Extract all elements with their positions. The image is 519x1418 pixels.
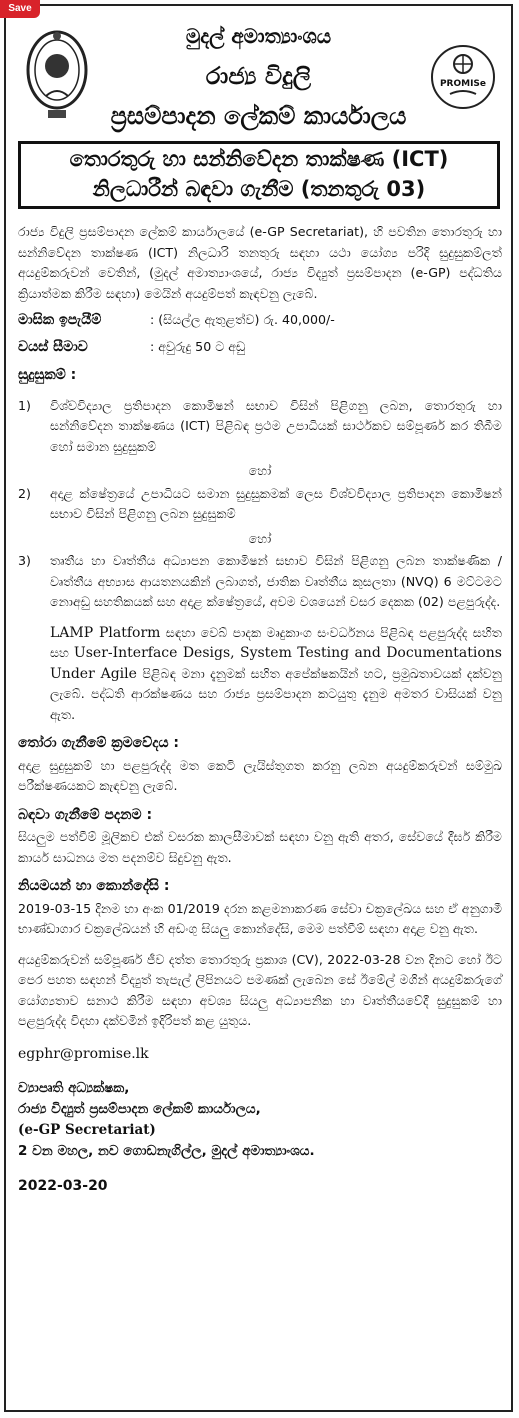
svg-text:PROMISe: PROMISe: [439, 79, 487, 89]
selection-heading: තෝරා ගැනීමේ ක්‍රමවේදය :: [18, 735, 179, 751]
salary-row: [18, 310, 502, 331]
intro-paragraph: රාජ්‍ය විදුලි ප්‍රසම්පාදන ලේකම් කාර්යාලයේ (e-GP Secretariat), හි පවතින තොරතුරු හා සන්නිවේදන තාක්ෂණ (ICT) නිලධාරි තනතුරු සඳහා යථා යෝග්‍ය පරිදි සුදුසුකම්ලත් අයදුම්කරුවන් වෙතින්, (මුදල් අමාත්‍යාංශයේ, රාජ්‍ය විද්‍යුත් ප්‍රසම්පාදන (e-GP) පද්ධතිය ක්‍රියාත්මක කිරීම සඳහා) මෙයින් අයදුම්පත් කැඳවනු ලැබේ.: [18, 224, 502, 301]
qualification-number: 2): [18, 485, 31, 501]
signature-title: ව්‍යාපෘති අධ්‍යක්ෂක,: [18, 1080, 130, 1096]
recruitment-basis-heading: බඳවා ගැනීමේ පදනම :: [18, 806, 153, 823]
recruitment-basis-text: සියලුම පත්වීම් මූලිකව එක් වසරක කාලසීමාවක් සඳහා වනු ඇති අතර, සේවයේ දීර්ඝ කිරීම කාර්ය සාධනය මත පදනම්ව සිදුවනු ඇත.: [18, 829, 502, 865]
advertisement-body: [18, 222, 502, 1197]
preference-text-a: සඳහා වෙබ් පාදක මෘදුකාංග සංවර්ධනය පිළිබඳ පළපුරුද්ද සහිත සහ: [50, 624, 502, 660]
office-name-line1: රාජ්‍ය විදුලි: [205, 62, 312, 90]
banner-line1: තොරතුරු හා සන්නිවේදන තාක්ෂණ (ICT): [69, 147, 449, 171]
signature-address: 2 වන මහල, නව ගොඩනැගිල්ල, මුදල් අමාත්‍යාංශය.: [18, 1143, 315, 1159]
ministry-name: මුදල් අමාත්‍යාංශය: [185, 24, 332, 48]
or-separator: හෝ: [248, 463, 272, 478]
qualification-text: තෘතීය හා වෘත්තීය අධ්‍යාපන කොමිෂන් සභාව විසින් පිළිගනු ලබන තාක්ෂණික / වෘත්තීය අභ්‍යාස ආයතනයකින් ලබාගත්, ජාතික වෘත්තීය කුසලතා (NVQ) 6 මට්ටමට නොඅඩු සහතිකයක් සහ අදාළ ක්ෂේත්‍රයේ, අවම වශයෙන් වසර දෙකක (02) පළපුරුද්ද.: [50, 553, 502, 609]
terms-paragraph-1: 2019-03-15 දිනම හා අංක 01/2019 දරන කළමනාකරණ සේවා චක්‍රලේඛය සහ ඒ අනුගාමී භාණ්ඩාගාර චක්‍රලේඛයන් හි අඩංගු සියලු කොන්දේසි, මෙම පත්වීම් සඳහා අදාළ වනු ඇත.: [18, 900, 502, 936]
qualification-text: විශ්වවිද්‍යාල ප්‍රතිපාදන කොමිෂන් සභාව විසින් පිළිගනු ලබන, තොරතුරු හා සන්නිවේදන තාක්ෂණය (ICT) පිළිබඳ ප්‍රථම උපාධියක් සාර්ථකව සම්පූර්ණ කර තිබීම හෝ සමාන සුදුසුකම්: [50, 397, 502, 454]
header: [6, 6, 511, 140]
signature-secretariat: (e-GP Secretariat): [18, 1122, 156, 1138]
terms-heading: නියමයන් හා කොන්දේසි :: [18, 878, 170, 894]
contact-email[interactable]: egphr@promise.lk: [18, 1045, 149, 1062]
office-name-line2: ප්‍රසම්පාදන ලේකම් කාර්යාලය: [110, 102, 407, 130]
age-row: [18, 337, 502, 358]
preference-paragraph: [50, 623, 502, 726]
salary-label: මාසික ඉපැයීම්: [18, 312, 102, 328]
banner-line2: නිලධාරීන් බඳවා ගැනීම (තනතුරු 03): [92, 177, 426, 201]
publication-date: 2022-03-20: [18, 1178, 108, 1194]
age-label: වයස් සීමාව: [18, 338, 88, 355]
qualification-number: 1): [18, 397, 31, 413]
preference-skills-text: User-Interface Desigs, System Testing and Documentations Under Agile: [50, 645, 502, 682]
age-value: : අවුරුදු 50 ට අඩු: [150, 338, 246, 354]
lamp-platform-text: LAMP Platform: [50, 624, 161, 641]
save-button[interactable]: Save: [0, 0, 40, 18]
title-banner: [18, 141, 500, 209]
qualification-number: 3): [18, 553, 31, 568]
salary-value: : (සියල්ල ඇතුළත්ව) රු. 40,000/-: [150, 312, 335, 327]
qualifications-heading: සුදුසුකම් :: [18, 367, 77, 383]
signature-office: රාජ්‍ය විද්‍යුත් ප්‍රසම්පාදන ලේකම් කාර්යාලය,: [18, 1101, 261, 1117]
qualification-item: [18, 551, 502, 613]
signature-block: [18, 1078, 502, 1162]
qualification-item: [18, 484, 502, 525]
selection-text: අදාළ සුදුසුකම් හා පළපුරුද්ද මත කෙටි ලැයිස්තුගත කරනු ලබන අයදුම්කරුවන් සම්මුඛ පරීක්ෂණයකට කැඳවනු ලැබේ.: [18, 757, 502, 793]
qualification-item: [18, 396, 502, 458]
qualification-text: අදාළ ක්ෂේත්‍රයේ උපාධියට සමාන සුදුසුකමක් ලෙස විශ්වවිද්‍යාල ප්‍රතිපාදන කොමිෂන් සභාව විසින් පිළිගනු ලබන සුදුසුකම්: [50, 485, 502, 521]
terms-paragraph-2: අයදුම්කරුවන් සම්පූර්ණ ජීව දත්ත තොරතුරු ප්‍රකාශ (CV), 2022-03-28 වන දිනට හෝ ඊට පෙර පහත සඳහන් විද්‍යුත් තැපැල් ලිපිනයට පමණක් ලැබෙන සේ ඊමේල් මගින් අයදුම්කරුගේ යෝග්‍යතාව සනාථ කිරීම සඳහා අවශ්‍ය සියලු අධ්‍යාපනික හා වෘත්තීයවේදී සුදුසුකම් හා පළපුරුද්ද විදහා දක්වමින් ඉදිරිපත් කළ යුතුය.: [18, 951, 502, 1028]
preference-text-b: පිළිබඳ මනා දැනුමක් සහිත අපේක්ෂකයින් හට, ප්‍රමුඛතාවයක් දක්වනු ලැබේ. පද්ධති ආරක්ෂණය සහ රාජ්‍ය ප්‍රසම්පාදන කටයුතු දැනුම අමතර වාසියක් වනු ඇත.: [50, 665, 502, 722]
promise-logo: [430, 44, 496, 110]
or-separator: හෝ: [248, 530, 272, 546]
